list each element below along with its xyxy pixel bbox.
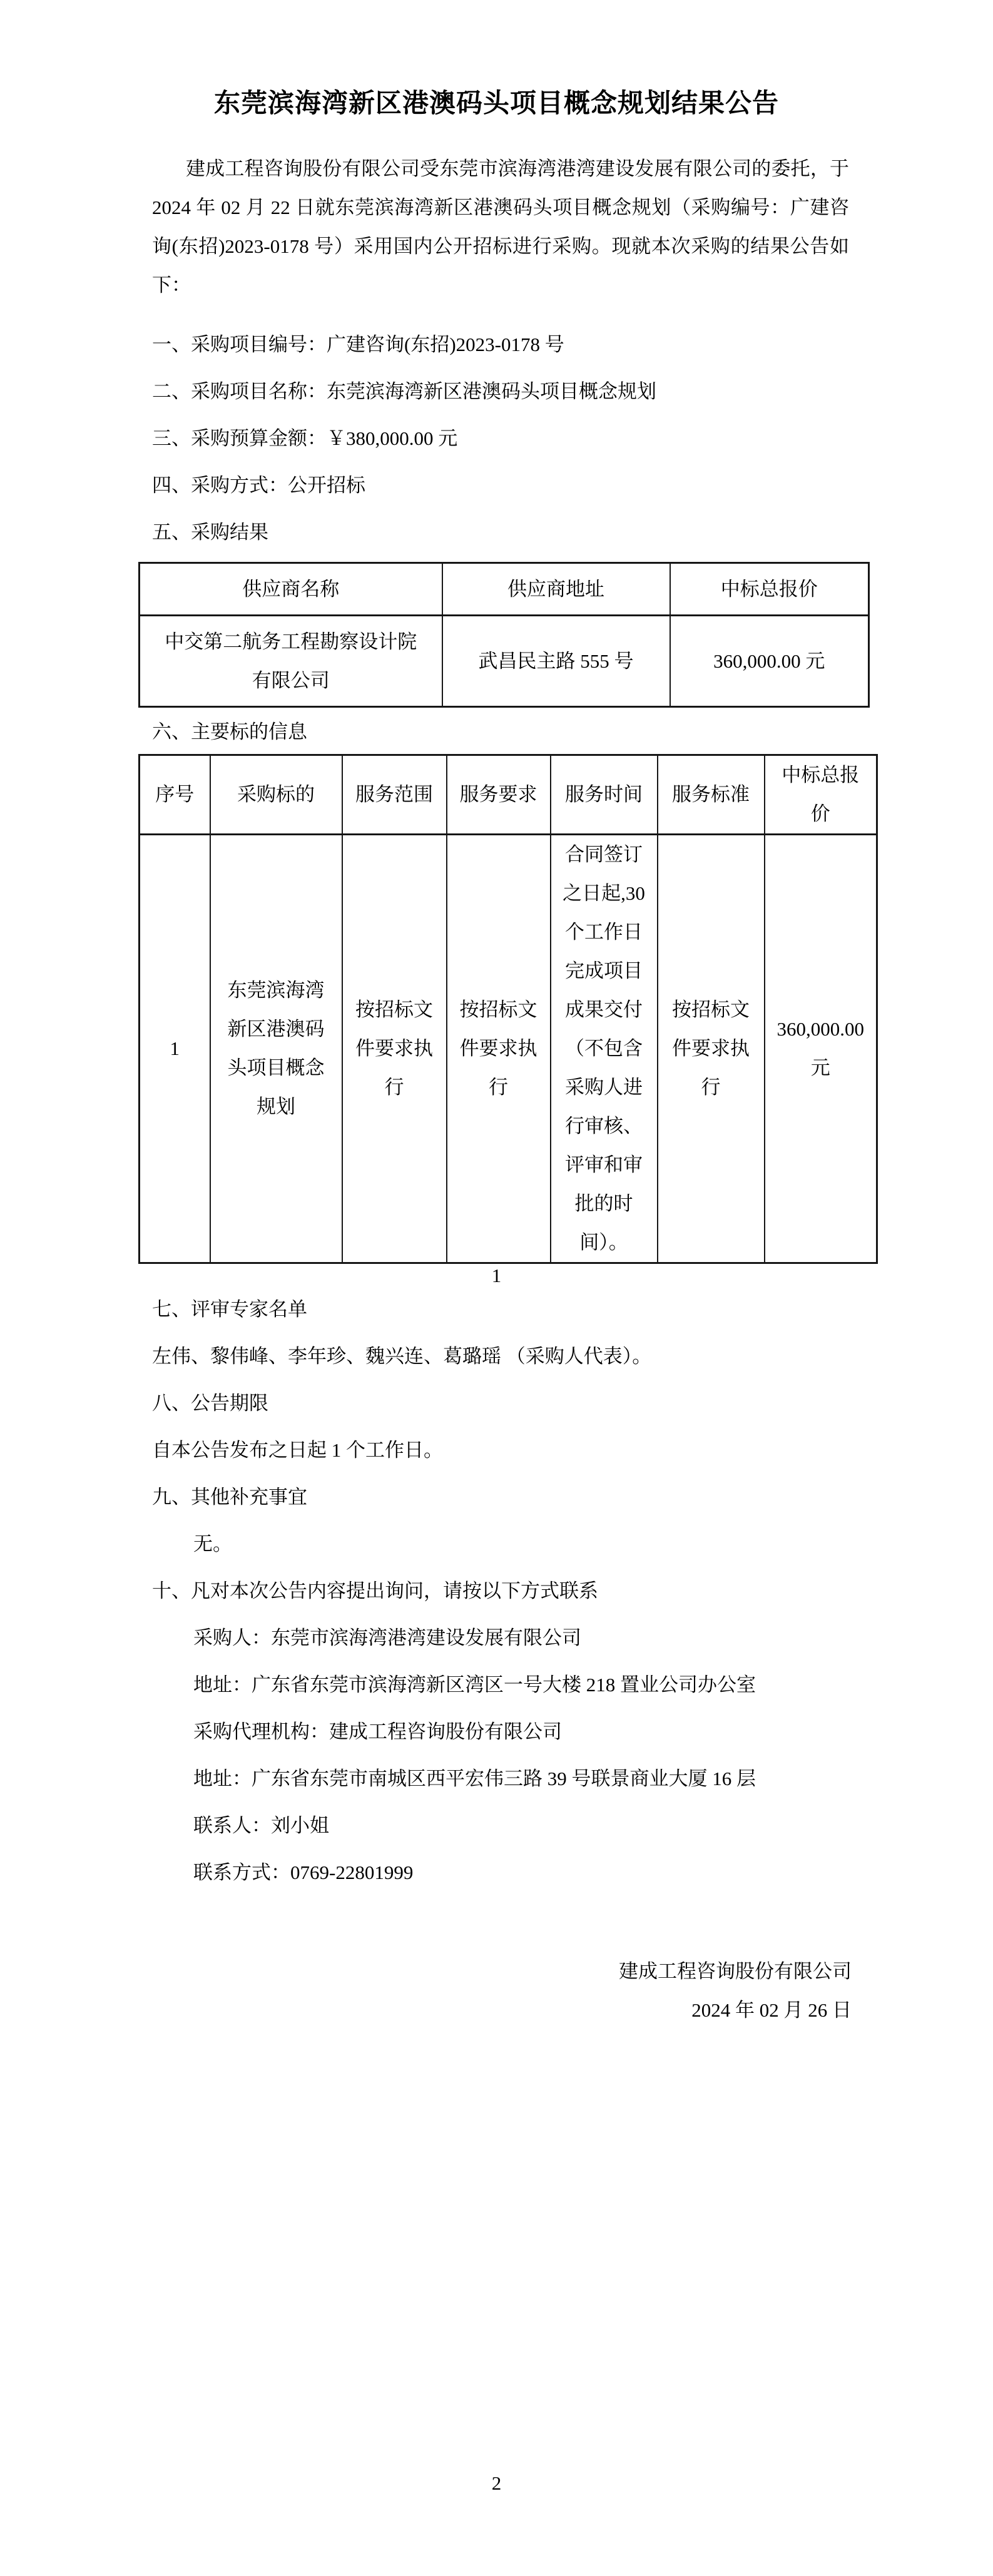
service-standard-header: 服务标准 — [658, 755, 765, 835]
main-table-header-row — [140, 755, 877, 835]
supplier-result-table — [138, 562, 870, 708]
seq-header: 序号 — [140, 755, 210, 835]
item-project-name: 二、采购项目名称：东莞滨海湾新区港澳码头项目概念规划 — [152, 380, 656, 402]
expert-list: 左伟、黎伟峰、李年珍、魏兴连、葛璐瑶 （采购人代表）。 — [152, 1345, 652, 1367]
tail-sections — [152, 1290, 849, 1900]
contact-agency: 采购代理机构：建成工程咨询股份有限公司 — [193, 1721, 562, 1743]
contact-buyer-address: 地址：广东省东莞市滨海湾新区湾区一号大楼 218 置业公司办公室 — [193, 1674, 756, 1696]
service-requirement-header: 服务要求 — [447, 755, 551, 835]
section9-body: 无。 — [193, 1533, 232, 1555]
service-requirement-cell: 按招标文件要求执行 — [447, 835, 551, 1263]
numbered-items — [152, 325, 903, 560]
document-title: 东莞滨海湾新区港澳码头项目概念规划结果公告 — [213, 89, 779, 118]
section7-heading: 七、评审专家名单 — [152, 1298, 307, 1320]
supplier-address-cell: 武昌民主路 555 号 — [442, 616, 670, 707]
service-standard-cell: 按招标文件要求执行 — [658, 835, 765, 1263]
item-result-heading: 五、采购结果 — [152, 521, 268, 543]
section6-heading: 六、主要标的信息 — [152, 721, 307, 743]
signature-block — [152, 1952, 852, 2030]
signature-date: 2024 年 02 月 26 日 — [691, 1999, 852, 2021]
item-budget: 三、采购预算金额：￥380,000.00 元 — [152, 427, 458, 449]
announcement-period: 自本公告发布之日起 1 个工作日。 — [152, 1439, 443, 1461]
section9-heading: 九、其他补充事宜 — [152, 1486, 307, 1508]
subject-header: 采购标的 — [210, 755, 342, 835]
signature-org: 建成工程咨询股份有限公司 — [619, 1960, 852, 1982]
total-price-cell: 360,000.00 元 — [765, 835, 877, 1263]
supplier-name-header: 供应商名称 — [140, 563, 442, 616]
section8-heading: 八、公告期限 — [152, 1392, 268, 1414]
service-time-cell: 合同签订之日起,30 个工作日完成项目成果交付（不包含采购人进行审核、评审和审批的时间）。 — [551, 835, 658, 1263]
contact-person: 联系人：刘小姐 — [193, 1815, 329, 1836]
item-method: 四、采购方式：公开招标 — [152, 474, 365, 496]
contact-agency-address: 地址：广东省东莞市南城区西平宏伟三路 39 号联景商业大厦 16 层 — [193, 1768, 756, 1789]
contact-phone: 联系方式：0769-22801999 — [193, 1861, 414, 1883]
supplier-table-row — [140, 616, 869, 707]
award-price-header: 中标总报价 — [670, 563, 869, 616]
supplier-table-header-row — [140, 563, 869, 616]
main-table-row — [140, 835, 877, 1263]
service-scope-cell: 按招标文件要求执行 — [342, 835, 447, 1263]
total-price-header: 中标总报价 — [765, 755, 877, 835]
subject-cell: 东莞滨海湾新区港澳码头项目概念规划 — [210, 835, 342, 1263]
section10-heading: 十、凡对本次公告内容提出询问，请按以下方式联系 — [152, 1580, 598, 1602]
intro-paragraph: 建成工程咨询股份有限公司受东莞市滨海湾港湾建设发展有限公司的委托，于 2024 年 02 月 22 日就东莞滨海湾新区港澳码头项目概念规划（采购编号：广建咨询(东招)2023-0178 号）采用国内公开招标进行采购。现就本次采购的结果公告如下： — [152, 158, 849, 296]
supplier-address-header: 供应商地址 — [442, 563, 670, 616]
page-number-2: 2 — [491, 2472, 502, 2494]
service-time-header: 服务时间 — [551, 755, 658, 835]
award-price-cell: 360,000.00 元 — [670, 616, 869, 707]
page-number-1: 1 — [491, 1265, 502, 1286]
main-subject-table — [138, 754, 878, 1264]
seq-cell: 1 — [140, 835, 210, 1263]
item-project-number: 一、采购项目编号：广建咨询(东招)2023-0178 号 — [152, 333, 564, 355]
service-scope-header: 服务范围 — [342, 755, 447, 835]
contact-buyer: 采购人：东莞市滨海湾港湾建设发展有限公司 — [193, 1627, 581, 1649]
supplier-name-cell: 中交第二航务工程勘察设计院有限公司 — [140, 616, 442, 707]
